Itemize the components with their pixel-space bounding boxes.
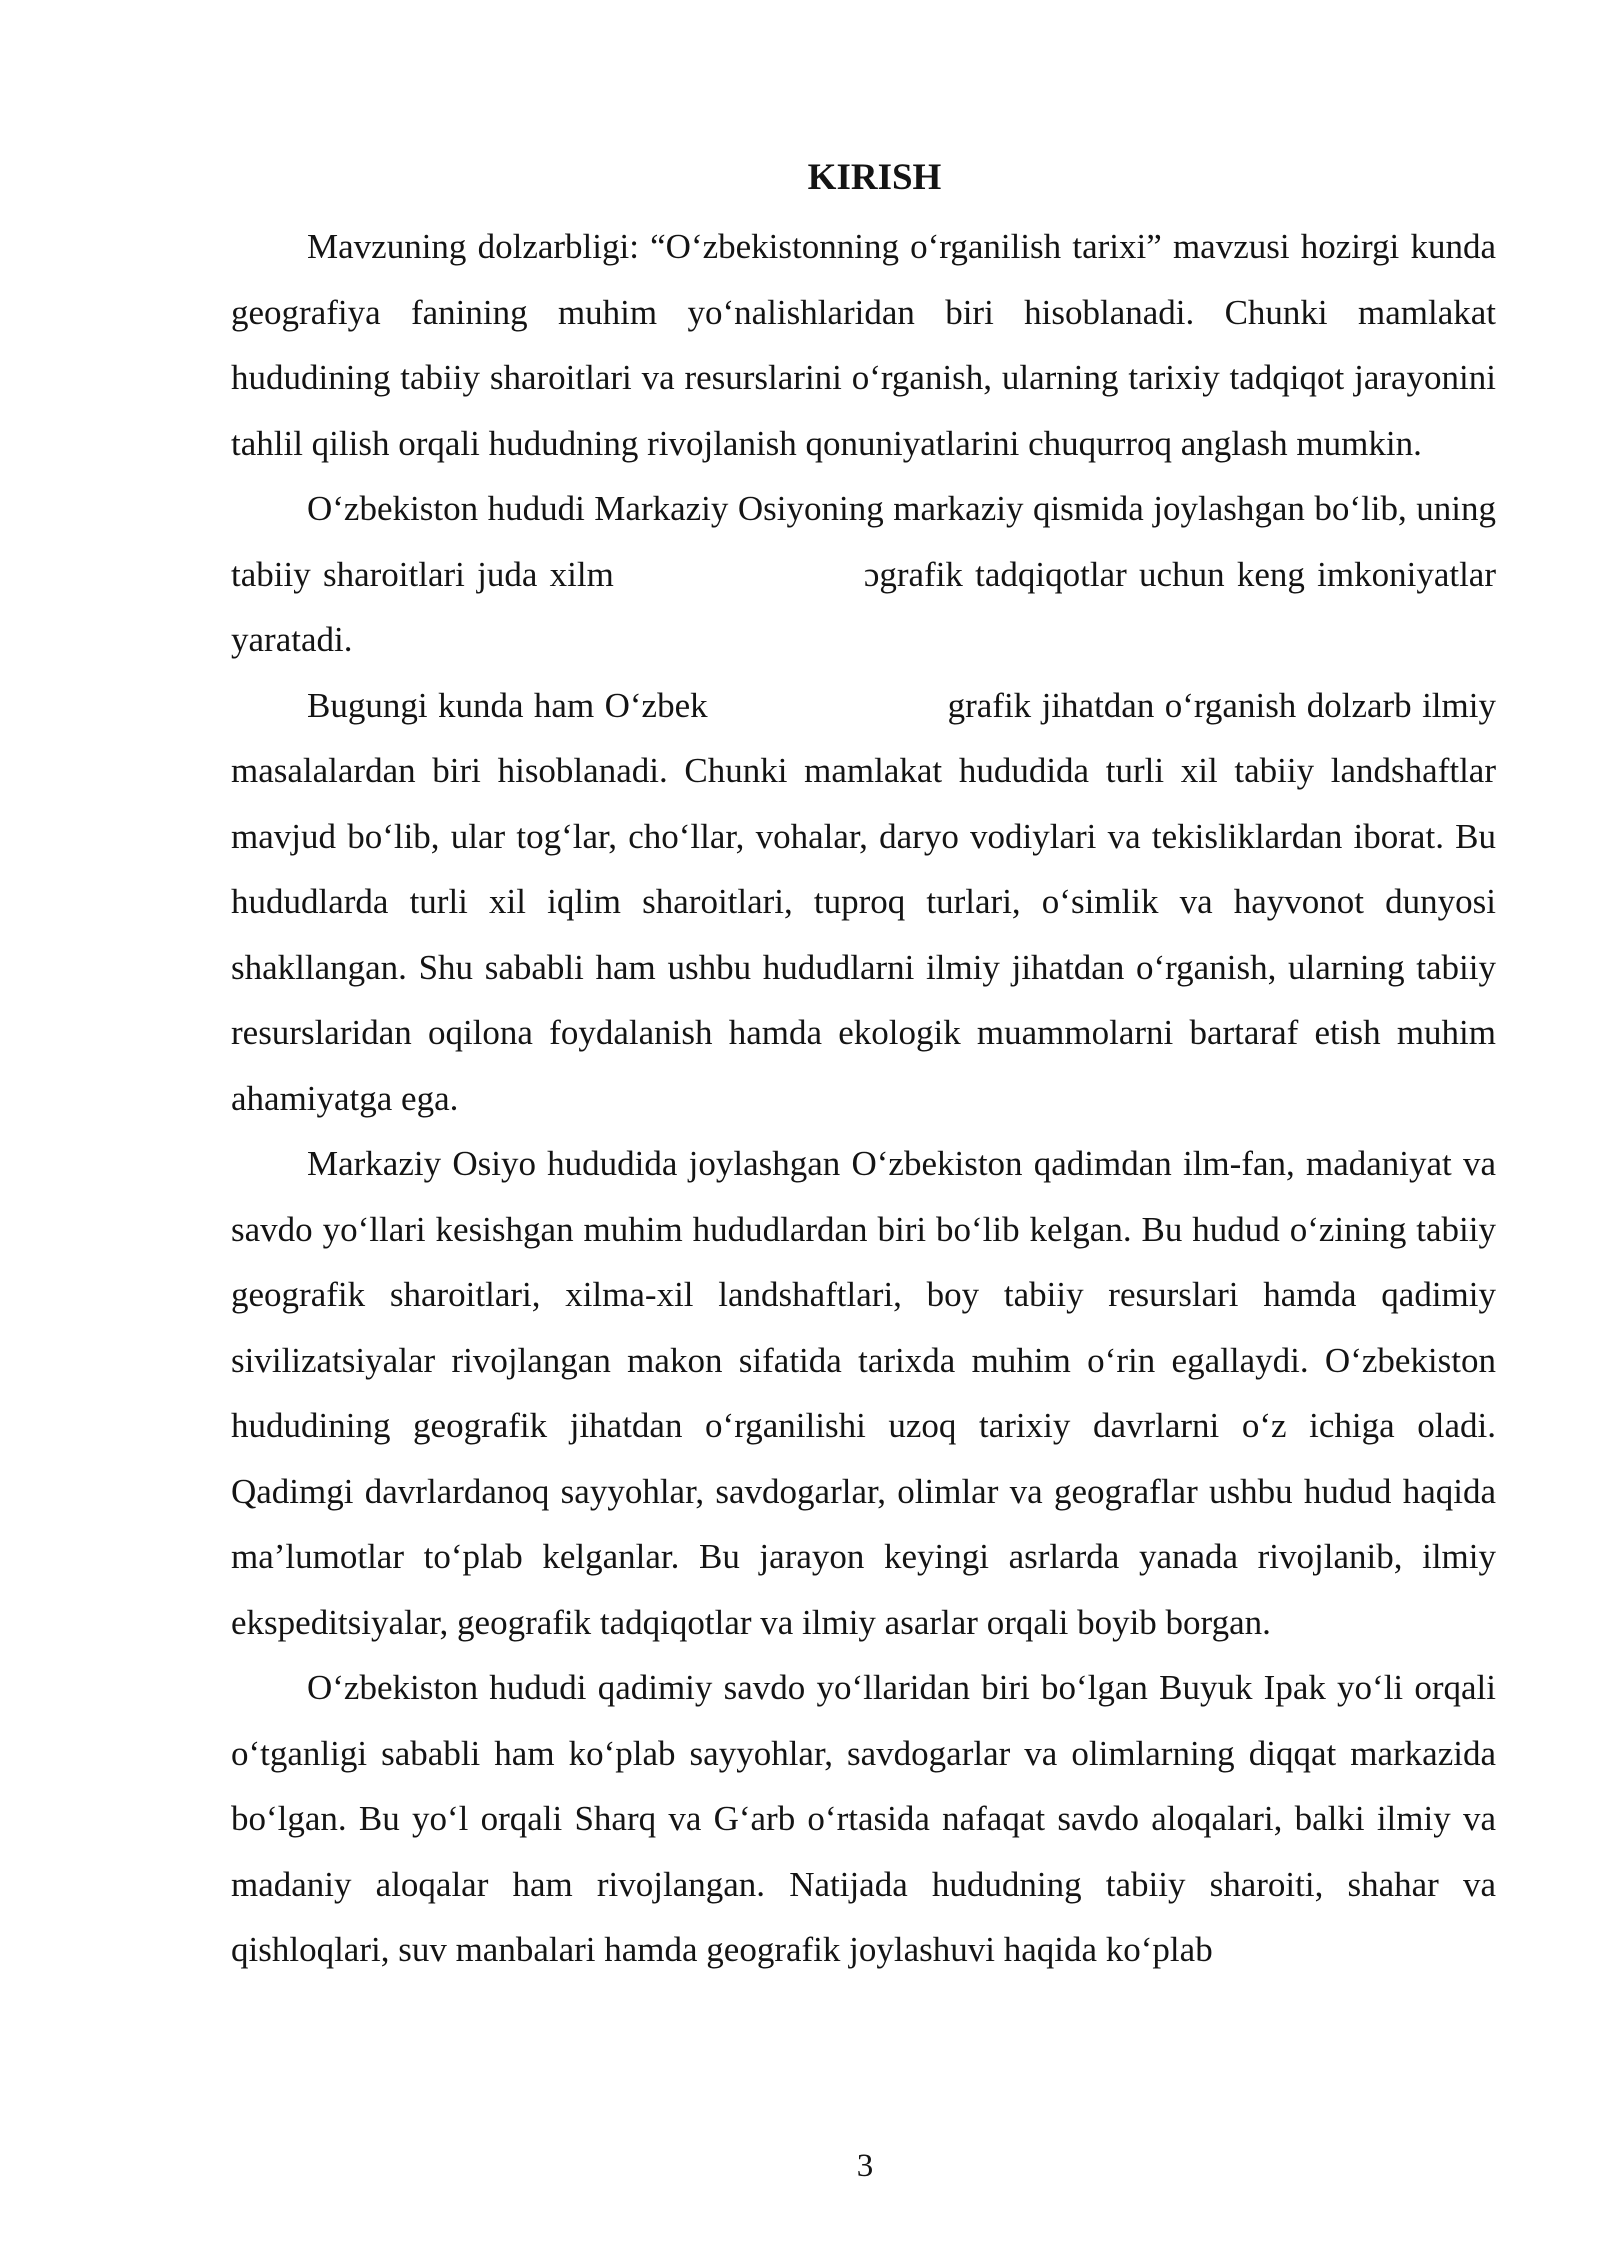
paragraph-history: Markaziy Osiyo hududida joylashgan O‘zbekiston qadimdan ilm-fan, madaniyat va savdo yo‘llari kesishgan muhim hududlardan biri bo‘lib kelgan. Bu hudud o‘zining tabiiy geografik sharoitlari, xilma-xil landshaftlari, boy tabiiy resurslari hamda qadimiy sivilizatsiyalar rivojlangan makon sifatida tarixda muhim o‘rin egallaydi. O‘zbekiston hududining geografik jihatdan o‘rganilishi uzoq tarixiy davrlarni o‘z ichiga oladi. Qadimgi davrlardanoq sayyohlar, savdogarlar, olimlar va geograflar ushbu hudud haqida ma’lumotlar to‘plab kelganlar. Bu jarayon keyingi asrlarda yanada rivojlanib, ilmiy ekspeditsiyalar, geografik tadqiqotlar va ilmiy asarlar orqali boyib borgan. <box>231 1144 1496 1642</box>
section-heading: KIRISH <box>807 157 942 198</box>
paragraph-silk-road: O‘zbekiston hududi qadimiy savdo yo‘llaridan biri bo‘lgan Buyuk Ipak yo‘li orqali o‘tganligi sababli ham ko‘plab sayyohlar, savdogarlar va olimlarning diqqat markazida bo‘lgan. Bu yo‘l orqali Sharq va G‘arb o‘rtasida nafaqat savdo aloqalari, balki ilmiy va madaniy aloqalar ham rivojlangan. Natijada hududning tabiiy sharoiti, shahar va qishloqlari, suv manbalari hamda geografik joylashuvi haqida ko‘plab <box>231 1668 1496 1969</box>
paragraph-current-study <box>231 673 1496 1132</box>
redaction-gap <box>708 673 948 739</box>
document-page <box>231 148 1496 1983</box>
paragraph-location <box>231 476 1496 673</box>
paragraph-current-study-part-1: Bugungi kunda ham O‘zbek <box>307 685 708 725</box>
paragraph-location-part-1: O‘zbekiston hududi Markaziy Osiyoning markaziy qismida joylashgan bo‘lib, uning tabiiy sharoitlari juda xilm <box>231 489 1496 594</box>
paragraph-current-study-part-2: grafik jihatdan o‘rganish dolzarb ilmiy masalalardan biri hisoblanadi. Chunki mamlakat hududida turli xil tabiiy landshaftlar mavjud bo‘lib, ular tog‘lar, cho‘llar, vohalar, daryo vodiylari va tekisliklardan iborat. Bu hududlarda turli xil iqlim sharoitlari, tuproq turlari, o‘simlik va hayvonot dunyosi shakllangan. Shu sababli ham ushbu hududlarni ilmiy jihatdan o‘rganish, ularning tabiiy resurslaridan oqilona foydalanish hamda ekologik muammolarni bartaraf etish muhim ahamiyatga ega. <box>231 685 1496 1118</box>
paragraph-relevance: Mavzuning dolzarbligi: “O‘zbekistonning o‘rganilish tarixi” mavzusi hozirgi kunda geografiya fanining muhim yo‘nalishlaridan biri hisoblanadi. Chunki mamlakat hududining tabiiy sharoitlari va resurslarini o‘rganish, ularning tarixiy tadqiqot jarayonini tahlil qilish orqali hududning rivojlanish qonuniyatlarini chuqurroq anglash mumkin. <box>231 227 1496 463</box>
redaction-gap <box>614 542 864 608</box>
page-number: 3 <box>856 2148 874 2184</box>
paragraph-location-part-2: ɔgrafik tadqiqotlar uchun keng imkoniyatlar yaratadi. <box>231 554 1496 659</box>
